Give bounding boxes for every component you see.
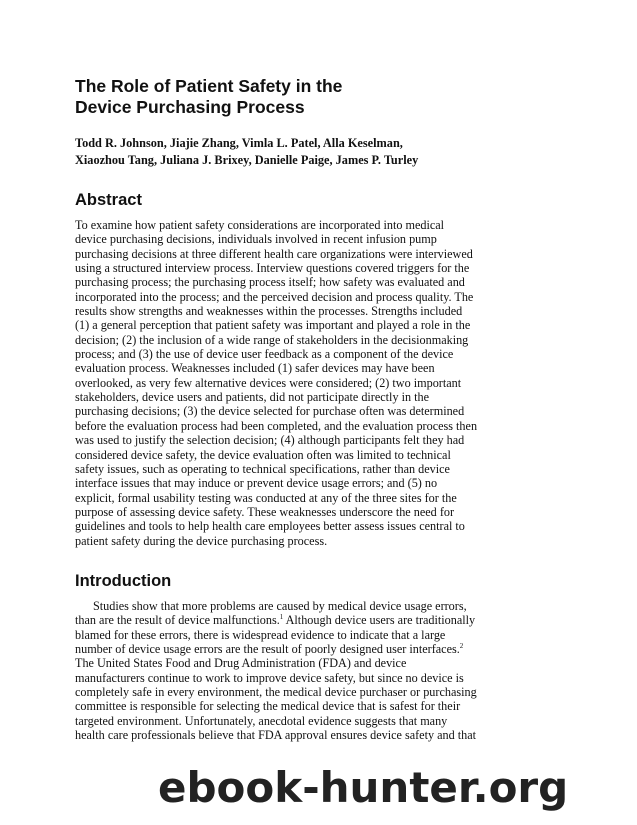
intro-line: The United States Food and Drug Administration (FDA) and device — [75, 656, 407, 671]
watermark-text: ebook-hunter.org — [158, 763, 569, 812]
abstract-line: using a structured interview process. Interview questions covered triggers for the — [75, 261, 470, 276]
title-line-2: Device Purchasing Process — [75, 97, 305, 117]
abstract-line: was used to justify the selection decision; (4) although participants felt they had — [75, 433, 465, 448]
intro-line: manufacturers continue to work to improve device safety, but since no device is — [75, 670, 464, 685]
abstract-line: purchasing decisions; (3) the device selected for purchase often was determined — [75, 404, 465, 419]
abstract-line: device purchasing decisions, individuals involved in recent infusion pump — [75, 232, 437, 247]
abstract-line: evaluation process. Weaknesses included (1) safer devices may have been — [75, 361, 435, 376]
intro-line: health care professionals believe that FDA approval ensures device safety and that — [75, 728, 477, 743]
title-line-1: The Role of Patient Safety in the — [75, 76, 343, 96]
footnote-ref: 2 — [459, 642, 464, 651]
abstract-line: (1) a general perception that patient safety was important and played a role in the — [75, 318, 471, 333]
abstract-line: purchasing decisions at three different health care organizations were interviewed — [75, 246, 473, 261]
authors-line-1: Todd R. Johnson, Jiajie Zhang, Vimla L. Patel, Alla Keselman, — [75, 136, 403, 150]
intro-line — [75, 642, 505, 656]
intro-line: Studies show that more problems are caused by medical device usage errors, — [93, 599, 467, 613]
abstract-body — [75, 218, 505, 548]
abstract-line: purpose of assessing device safety. These weaknesses underscore the need for — [75, 504, 455, 519]
abstract-line: incorporated into the process; and the perceived decision and process quality. The — [75, 289, 474, 304]
abstract-line: explicit, formal usability testing was conducted at any of the three sites for the — [75, 490, 457, 505]
footnote-ref: 1 — [279, 613, 284, 622]
abstract-line: stakeholders, device users and patients, did not participate directly in the — [75, 390, 430, 405]
introduction-heading: Introduction — [75, 572, 172, 590]
abstract-line: interface issues that may induce or prevent device usage errors; and (5) no — [75, 476, 438, 491]
document-title — [75, 76, 555, 118]
abstract-line: before the evaluation process had been completed, and the evaluation process then — [75, 418, 478, 433]
author-list — [75, 135, 575, 169]
abstract-line: To examine how patient safety considerations are incorporated into medical — [75, 218, 445, 232]
intro-line — [75, 613, 505, 627]
intro-line: blamed for these errors, there is widespread evidence to indicate that a large — [75, 627, 446, 642]
intro-line: targeted environment. Unfortunately, anecdotal evidence suggests that many — [75, 713, 448, 728]
abstract-line: decision; (2) the inclusion of a wide range of stakeholders in the decisionmaking — [75, 332, 469, 347]
intro-text: than are the result of device malfunctions. — [75, 613, 280, 628]
abstract-line: patient safety during the device purchasing process. — [75, 533, 328, 548]
abstract-line: guidelines and tools to help health care employees better assess issues central to — [75, 519, 465, 534]
abstract-line: considered device safety, the device evaluation often was limited to technical — [75, 447, 451, 462]
intro-line: committee is responsible for selecting the medical device that is safest for their — [75, 699, 461, 714]
intro-text: Although device users are traditionally — [283, 613, 476, 628]
abstract-line: overlooked, as very few alternative devices were considered; (2) two important — [75, 375, 462, 390]
abstract-line: results show strengths and weaknesses within the processes. Strengths included — [75, 304, 463, 319]
intro-line: completely safe in every environment, the medical device purchaser or purchasing — [75, 685, 477, 700]
abstract-line: safety issues, such as operating to technical specifications, rather than device — [75, 461, 450, 476]
abstract-line: purchasing process; the purchasing process itself; how safety was evaluated and — [75, 275, 465, 290]
abstract-line: process; and (3) the use of device user feedback as a component of the device — [75, 347, 454, 362]
introduction-body — [75, 599, 505, 742]
authors-line-2: Xiaozhou Tang, Juliana J. Brixey, Danielle Paige, James P. Turley — [75, 153, 419, 167]
abstract-heading: Abstract — [75, 191, 142, 209]
intro-text: number of device usage errors are the result of poorly designed user interfaces. — [75, 642, 460, 657]
